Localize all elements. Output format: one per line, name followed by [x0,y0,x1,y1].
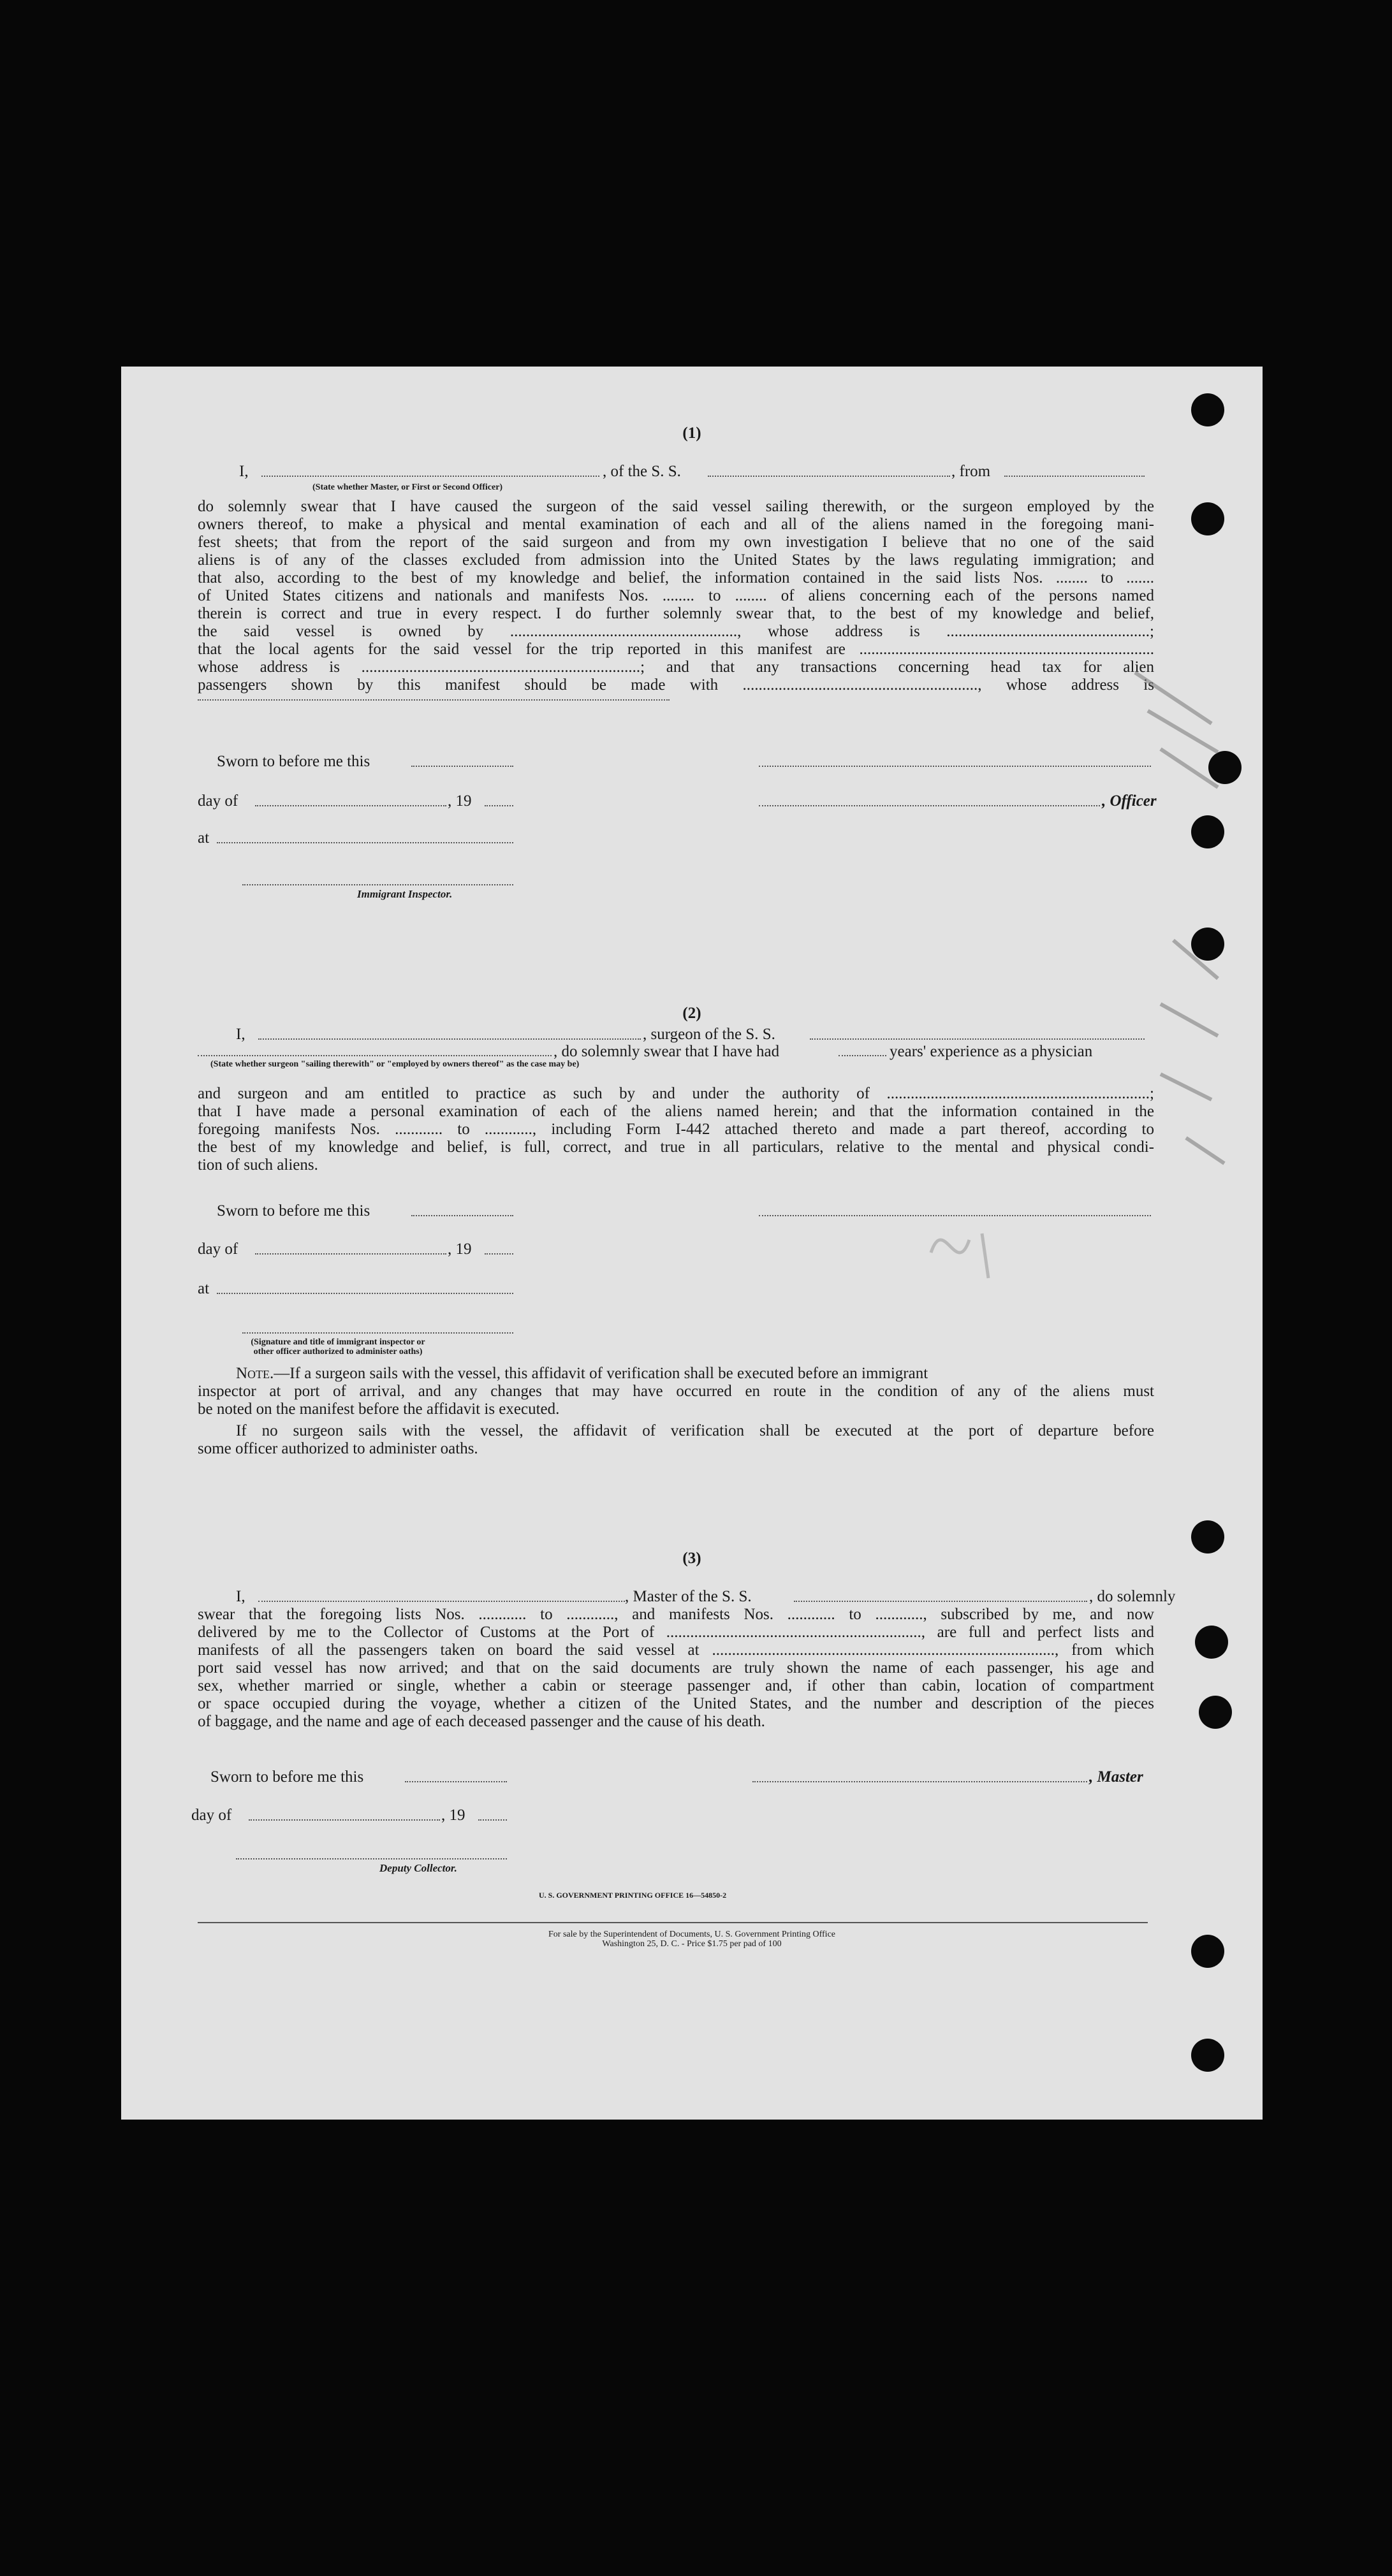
s2-sworn-label: Sworn to before me this [217,1202,370,1219]
punch-hole [1191,502,1224,535]
section-3-i: I, [236,1588,245,1605]
gpo-imprint: U. S. GOVERNMENT PRINTING OFFICE 16—54850-2 [539,1891,727,1900]
s2-day-of-label: day of [198,1241,238,1258]
s2-year-field[interactable] [485,1253,513,1255]
note-label [236,1364,928,1383]
section-2-i: I, [236,1026,245,1043]
s1-line: passengers shown by this manifest should be made with ..........................................................., whose address is [198,676,1154,694]
s3-line: manifests of all the passengers taken on board the said vessel at ......................................................................................, from which [198,1641,1154,1659]
s1-sworn-day-field[interactable] [411,766,513,767]
s3-line: port said vessel has now arrived; and that on the said documents are truly shown the name of each passenger, his age and [198,1659,1154,1677]
s3-collector-label: Deputy Collector. [379,1862,457,1874]
s1-month-field[interactable] [255,805,446,806]
surgeon-of-ss-label: , surgeon of the S. S. [643,1026,775,1043]
s1-year-label: , 19 [448,792,472,810]
s2-line: foregoing manifests Nos. ............ to ............, including Form I-442 attached thereto and made a part thereof, according to [198,1121,1154,1138]
of-ss-label: , of the S. S. [603,463,681,480]
do-solemnly-label: , do solemnly [1089,1588,1176,1605]
from-label: , from [951,463,991,480]
note-line: inspector at port of arrival, and any changes that may have occurred en route in the condition of any of the aliens must [198,1383,1154,1400]
master-name-field[interactable] [258,1601,625,1602]
punch-hole [1195,1626,1228,1659]
s1-inspector-label: Immigrant Inspector. [357,888,453,900]
s3-line: sex, whether married or single, whether a cabin or steerage passenger and, if other than cabin, location of compartment [198,1677,1154,1694]
s3-day-of-label: day of [191,1807,232,1824]
s3-master-label: , Master [1089,1768,1143,1786]
s1-at-field[interactable] [217,842,513,843]
s1-year-field[interactable] [485,805,513,806]
s2-year-label: , 19 [448,1241,472,1258]
note-word: Note. [236,1365,274,1382]
note-line: some officer authorized to administer oaths. [198,1440,478,1457]
s2-line: that I have made a personal examination of each of the aliens named herein; and that the information contained in the [198,1103,1154,1120]
s2-line: and surgeon and am entitled to practice as such by and under the authority of ..................................................................; [198,1085,1154,1102]
section-2-caption: (State whether surgeon "sailing therewith" or "employed by owners thereof" as the case may be) [210,1059,580,1069]
s3-line: swear that the foregoing lists Nos. ............ to ............, and manifests Nos. ............ to ............, subscribed by me, and now [198,1606,1154,1623]
s2-month-field[interactable] [255,1253,446,1255]
s1-sworn-label: Sworn to before me this [217,753,370,770]
note-line: If no surgeon sails with the vessel, the affidavit of verification shall be executed at the port of departure before [236,1422,1154,1439]
note-line: be noted on the manifest before the affidavit is executed. [198,1401,560,1418]
master-vessel-field[interactable] [794,1601,1087,1602]
s1-line: of United States citizens and nationals and manifests Nos. ........ to ........ of aliens concerning each of the persons named [198,587,1154,604]
s3-month-field[interactable] [249,1819,440,1821]
s2-line: tion of such aliens. [198,1156,318,1174]
years-experience-label: years' experience as a physician [890,1043,1093,1060]
s3-year-label: , 19 [441,1807,465,1824]
note-text: —If a surgeon sails with the vessel, this affidavit of verification shall be executed before an immigrant [274,1365,928,1382]
s2-line: the best of my knowledge and belief, is full, correct, and true in all particulars, relative to the mental and physical condi- [198,1139,1154,1156]
name-field[interactable] [261,476,599,477]
s1-line: fest sheets; that from the report of the said surgeon and from my own investigation I believe that no one of the said [198,534,1154,551]
surgeon-status-field[interactable] [198,1055,552,1056]
surgeon-name-field[interactable] [258,1038,641,1040]
footer-rule [198,1922,1148,1923]
s2-at-field[interactable] [217,1293,513,1294]
s3-line: of baggage, and the name and age of each deceased passenger and the cause of his death. [198,1713,765,1730]
s2-sig-caption-1: (Signature and title of immigrant inspector or [251,1337,425,1347]
s1-inspector-signature-field[interactable] [242,884,513,885]
s1-line: aliens is of any of the classes excluded from admission into the United States by the laws regulating immigration; and [198,551,1154,569]
s1-day-of-label: day of [198,792,238,810]
s2-sig-caption-2: other officer authorized to administer oaths) [253,1347,423,1357]
s1-line: the said vessel is owned by ........................................................., whose address is ...................................................; [198,623,1154,640]
punch-hole [1191,393,1224,426]
s1-line: that the local agents for the said vessel for the trip reported in this manifest are .......................................................................... [198,641,1154,658]
sale-notice-1: For sale by the Superintendent of Documents, U. S. Government Printing Office [548,1930,835,1939]
s3-year-field[interactable] [478,1819,507,1821]
s3-line: delivered by me to the Collector of Customs at the Port of ................................................................, are full and perfect lists and [198,1624,1154,1641]
s1-officer-label: , Officer [1102,792,1157,810]
s2-sworn-day-field[interactable] [411,1215,513,1216]
s1-at-label: at [198,829,210,847]
s1-line: owners thereof, to make a physical and mental examination of each and all of the aliens named in the foregoing mani- [198,516,1154,533]
s2-at-label: at [198,1280,210,1297]
section-3-number: (3) [682,1550,701,1567]
s3-sworn-label: Sworn to before me this [210,1768,364,1786]
from-field[interactable] [1004,476,1145,477]
s2-signature-title-field[interactable] [242,1332,513,1334]
address-field[interactable] [198,699,670,701]
punch-hole [1199,1696,1232,1729]
section-1-caption: (State whether Master, or First or Second Officer) [312,483,503,492]
s3-sworn-day-field[interactable] [405,1781,507,1782]
s1-line: whose address is ......................................................................; and that any transactions concerning head tax for alien [198,659,1154,676]
do-swear-label: , do solemnly swear that I have had [553,1043,780,1060]
punch-hole [1191,2039,1224,2072]
master-of-ss-label: , Master of the S. S. [625,1588,752,1605]
section-2-number: (2) [682,1005,701,1022]
vessel-field[interactable] [708,476,950,477]
s3-master-signature-field[interactable] [752,1781,1087,1782]
years-field[interactable] [839,1055,886,1056]
s1-line: therein is correct and true in every respect. I do further solemnly swear that, to the best of my knowledge and belief, [198,605,1154,622]
s1-line: do solemnly swear that I have caused the surgeon of the said vessel sailing therewith, or the surgeon employed by the [198,498,1154,515]
form-page [121,367,1263,2120]
s3-collector-signature-field[interactable] [236,1858,507,1859]
s3-line: or space occupied during the voyage, whether a citizen of the United States, and the number and description of the pieces [198,1695,1154,1712]
sale-notice-2: Washington 25, D. C. - Price $1.75 per pad of 100 [602,1939,782,1949]
handwriting-marks [918,641,1237,1406]
s1-line: that also, according to the best of my knowledge and belief, the information contained in the said lists Nos. ........ to ....... [198,569,1154,586]
section-1-i: I, [239,463,249,480]
section-1-number: (1) [682,425,701,442]
